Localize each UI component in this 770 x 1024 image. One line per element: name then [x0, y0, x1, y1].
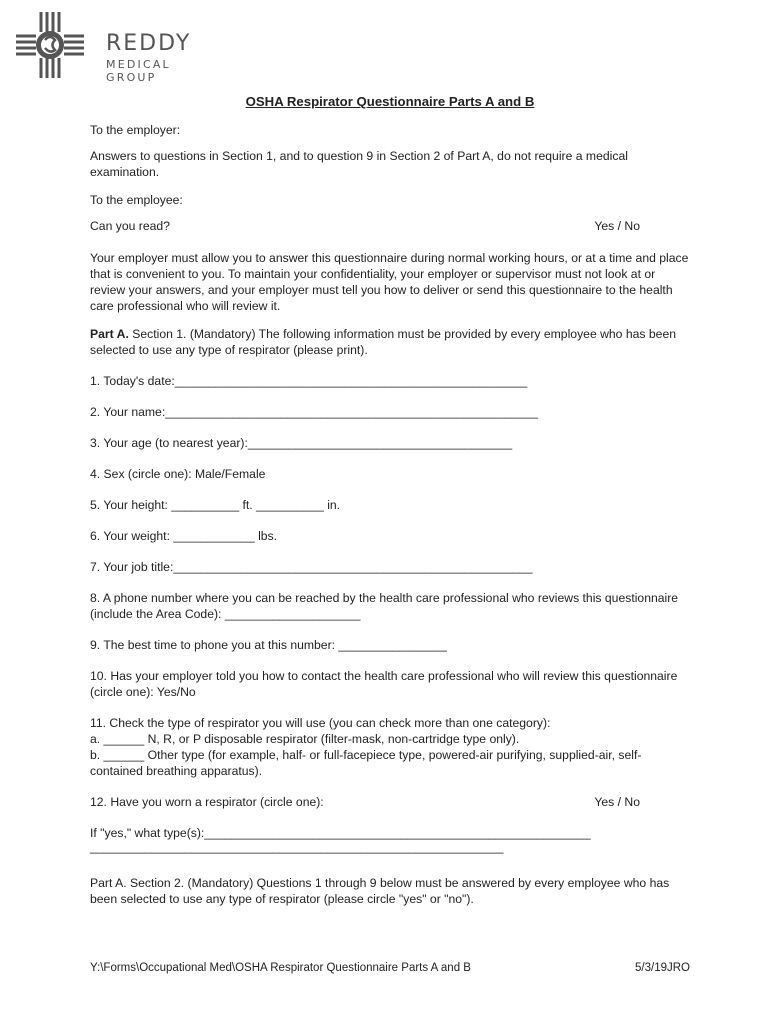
question-12 — [90, 794, 690, 810]
reddy-logo — [14, 10, 224, 84]
intro-paragraph: Your employer must allow you to answer this questionnaire during normal working hours, or at a time and place that is convenient to you. To maintain your confidentiality, your employer or supervisor must not look at or review your answers, and your employer must tell you how to deliver or send this questionnaire to the health care professional who will review it. — [90, 251, 689, 313]
employer-text: Answers to questions in Section 1, and to question 9 in Section 2 of Part A, do not require a medical examination. — [90, 149, 628, 179]
medical-emblem-icon — [14, 10, 86, 80]
question-1: 1. Today's date:____________________________________________________ — [90, 374, 528, 388]
question-2: 2. Your name:_______________________________________________________ — [90, 405, 539, 419]
page-footer — [90, 962, 690, 974]
footer-date: 5/3/19JRO — [635, 962, 690, 974]
can-read-question: Can you read? — [90, 219, 170, 233]
if-yes-line-2: _____________________________________________________________ — [90, 840, 504, 854]
if-yes-line-1: If "yes," what type(s):_________________________________________________________ — [90, 826, 591, 840]
footer-file-path: Y:\Forms\Occupational Med\OSHA Respirator Questionnaire Parts A and B — [90, 962, 471, 974]
question-7: 7. Your job title:_____________________________________________________ — [90, 560, 533, 574]
part-a-label: Part A. — [90, 327, 129, 341]
part-a-intro — [90, 326, 690, 358]
question-11 — [90, 715, 690, 779]
can-read-options: Yes / No — [594, 219, 640, 233]
question-12-options: Yes / No — [594, 795, 640, 809]
question-6: 6. Your weight: ____________ lbs. — [90, 529, 278, 543]
question-3: 3. Your age (to nearest year):_______________________________________ — [90, 436, 513, 450]
part-a-text: Section 1. (Mandatory) The following information must be provided by every employee who has been selected to use any type of respirator (please print). — [90, 327, 676, 357]
question-11-line-3: b. ______ Other type (for example, half- or full-facepiece type, powered-air purifying, supplied-air, self-contained breathing apparatus). — [90, 748, 642, 778]
section-2-intro: Part A. Section 2. (Mandatory) Questions 1 through 9 below must be answered by every employee who has been selected to use any type of respirator (please circle "yes" or "no"). — [90, 876, 670, 906]
question-11-line-2: a. ______ N, R, or P disposable respirator (filter-mask, non-cartridge type only). — [90, 732, 520, 746]
question-12-text: 12. Have you worn a respirator (circle one): — [90, 795, 324, 809]
employee-heading: To the employee: — [90, 193, 183, 207]
question-8: 8. A phone number where you can be reached by the health care professional who reviews this questionnaire (include the Area Code): ____________________ — [90, 591, 679, 621]
document-body — [90, 94, 690, 907]
logo-subtitle: MEDICAL GROUP — [106, 58, 171, 84]
page-title: OSHA Respirator Questionnaire Parts A and B — [245, 94, 535, 109]
question-4: 4. Sex (circle one): Male/Female — [90, 467, 266, 481]
question-11-line-1: 11. Check the type of respirator you will use (you can check more than one category): — [90, 716, 551, 730]
question-5: 5. Your height: __________ ft. __________ in. — [90, 498, 341, 512]
employer-heading: To the employer: — [90, 123, 181, 137]
can-read-row — [90, 218, 690, 234]
if-yes-block — [90, 825, 690, 855]
question-10: 10. Has your employer told you how to contact the health care professional who will review this questionnaire (circle one): Yes/No — [90, 669, 678, 699]
logo-name: REDDY — [106, 31, 192, 56]
question-9: 9. The best time to phone you at this number: ________________ — [90, 638, 447, 652]
